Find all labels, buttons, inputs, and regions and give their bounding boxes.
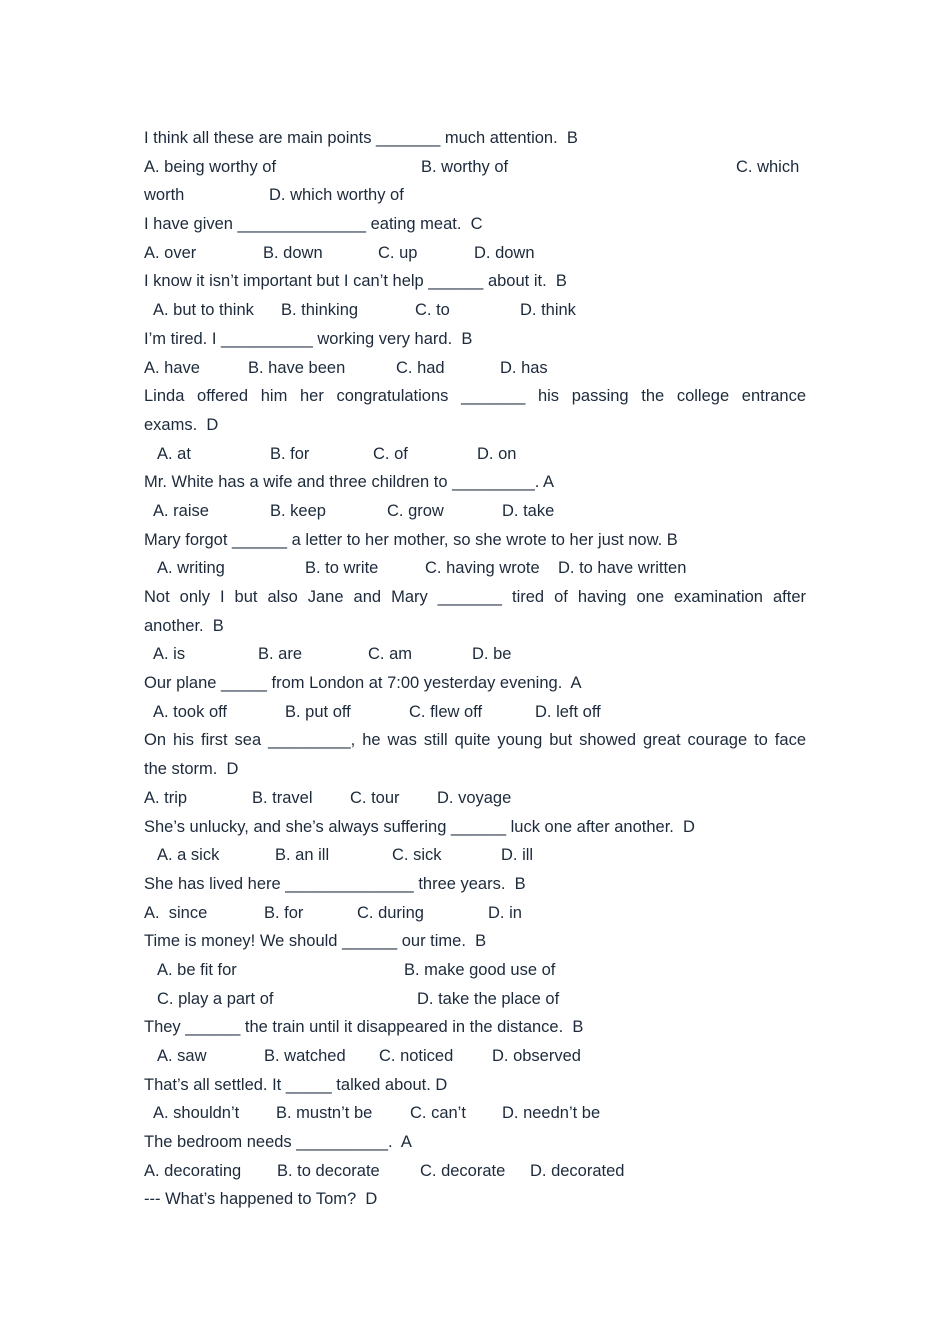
option: A. a sick xyxy=(157,846,220,865)
option: A. raise xyxy=(153,501,209,520)
question-stem: Mary forgot ______ a letter to her mother, so she wrote to her just now. B xyxy=(144,530,678,549)
option: D. has xyxy=(500,358,548,377)
option: D. observed xyxy=(492,1047,581,1065)
question-stem: The bedroom needs __________. A xyxy=(144,1133,412,1152)
question-stem: I think all these are main points _______ much attention. B xyxy=(144,129,578,147)
option: A. decorating xyxy=(144,1161,242,1180)
option: D. decorated xyxy=(530,1161,625,1180)
option: C. grow xyxy=(387,501,444,520)
option: C. tour xyxy=(350,788,400,807)
option: B. mustn’t be xyxy=(276,1104,373,1123)
option: D. in xyxy=(488,903,522,922)
option: A. being worthy of xyxy=(144,157,277,176)
option: C. am xyxy=(368,645,413,664)
option: B. keep xyxy=(270,501,326,520)
question-stem: Mr. White has a wife and three children to _________. A xyxy=(144,473,555,492)
option: C. during xyxy=(357,903,424,922)
question-stem: That’s all settled. It _____ talked about. D xyxy=(144,1075,448,1094)
option: C. decorate xyxy=(420,1161,506,1180)
question-stem: Not only I but also Jane and Mary _______ tired of having one examination after xyxy=(144,588,806,606)
document-page xyxy=(144,124,806,1214)
option: A. be fit for xyxy=(157,960,237,979)
option: D. on xyxy=(477,444,517,463)
option: C. up xyxy=(378,243,418,262)
options-row xyxy=(144,153,806,182)
option: B. for xyxy=(270,444,310,463)
options-row xyxy=(144,640,806,669)
option: A. is xyxy=(153,645,186,664)
options-row xyxy=(144,1042,806,1071)
option: B. for xyxy=(264,903,304,922)
options-row xyxy=(144,985,806,1014)
question-stem: On his first sea _________, he was still quite young but showed great courage to face xyxy=(144,731,806,750)
option: C. which xyxy=(736,157,800,176)
option: A. took off xyxy=(153,702,227,721)
options-row xyxy=(144,1157,806,1186)
option: C. play a part of xyxy=(157,989,274,1008)
options-row xyxy=(144,698,806,727)
option: B. worthy of xyxy=(421,157,509,176)
option: C. having wrote xyxy=(425,559,540,578)
options-row xyxy=(144,239,806,268)
option: worth xyxy=(144,186,185,205)
option: A. shouldn’t xyxy=(153,1104,240,1123)
option: B. an ill xyxy=(275,846,330,865)
option: A. over xyxy=(144,243,197,262)
option: B. travel xyxy=(252,788,313,807)
question-stem-continued: exams. D xyxy=(144,415,219,434)
option: B. are xyxy=(258,645,303,664)
option: C. flew off xyxy=(409,702,483,721)
option: D. think xyxy=(520,301,576,320)
option: D. be xyxy=(472,645,512,664)
question-stem: Our plane _____ from London at 7:00 yesterday evening. A xyxy=(144,674,582,693)
options-row xyxy=(144,1099,806,1128)
options-row xyxy=(144,497,806,526)
option: A. at xyxy=(157,444,191,463)
option: B. make good use of xyxy=(404,960,556,979)
option: D. down xyxy=(474,243,535,262)
options-row xyxy=(144,554,806,583)
option: D. voyage xyxy=(437,788,512,807)
option: B. put off xyxy=(285,702,351,721)
option: B. down xyxy=(263,243,323,262)
question-stem: I have given ______________ eating meat. C xyxy=(144,215,483,234)
options-row xyxy=(144,841,806,870)
option: C. to xyxy=(415,301,450,320)
option: D. which worthy of xyxy=(269,186,404,205)
option: D. take xyxy=(502,501,555,520)
option: B. to write xyxy=(305,559,379,578)
question-stem: She has lived here ______________ three years. B xyxy=(144,874,526,893)
option: A. but to think xyxy=(153,301,254,320)
option: B. have been xyxy=(248,358,346,377)
option: D. needn’t be xyxy=(502,1104,601,1123)
option: C. of xyxy=(373,444,408,463)
question-stem-continued: the storm. D xyxy=(144,760,239,779)
option: D. take the place of xyxy=(417,989,560,1008)
option: B. thinking xyxy=(281,301,359,320)
options-row xyxy=(144,440,806,469)
question-stem: Linda offered him her congratulations _______ his passing the college entrance xyxy=(144,387,806,406)
question-stem: They ______ the train until it disappeared in the distance. B xyxy=(144,1018,584,1037)
option: D. to have written xyxy=(558,559,687,578)
question-stem-continued: another. B xyxy=(144,616,224,635)
option: C. sick xyxy=(392,846,442,865)
question-stem: Time is money! We should ______ our time. B xyxy=(144,932,487,951)
option: A. trip xyxy=(144,788,188,807)
options-row xyxy=(144,784,806,813)
options-row xyxy=(144,899,806,928)
options-row xyxy=(144,181,806,210)
option: A. since xyxy=(144,903,208,922)
options-row xyxy=(144,956,806,985)
option: B. to decorate xyxy=(277,1161,380,1180)
option: C. noticed xyxy=(379,1047,454,1065)
option: D. ill xyxy=(501,846,534,865)
question-stem: --- What’s happened to Tom? D xyxy=(144,1190,378,1209)
option: B. watched xyxy=(264,1047,346,1065)
question-stem: I know it isn’t important but I can’t help ______ about it. B xyxy=(144,272,567,291)
options-row xyxy=(144,354,806,383)
question-stem: She’s unlucky, and she’s always suffering ______ luck one after another. D xyxy=(144,817,695,836)
options-row xyxy=(144,296,806,325)
option: D. left off xyxy=(535,702,601,721)
option: C. had xyxy=(396,358,445,377)
option: A. writing xyxy=(157,559,225,578)
option: A. have xyxy=(144,358,200,377)
option: C. can’t xyxy=(410,1104,466,1123)
question-stem: I’m tired. I __________ working very hard. B xyxy=(144,329,473,348)
option: A. saw xyxy=(157,1047,207,1065)
